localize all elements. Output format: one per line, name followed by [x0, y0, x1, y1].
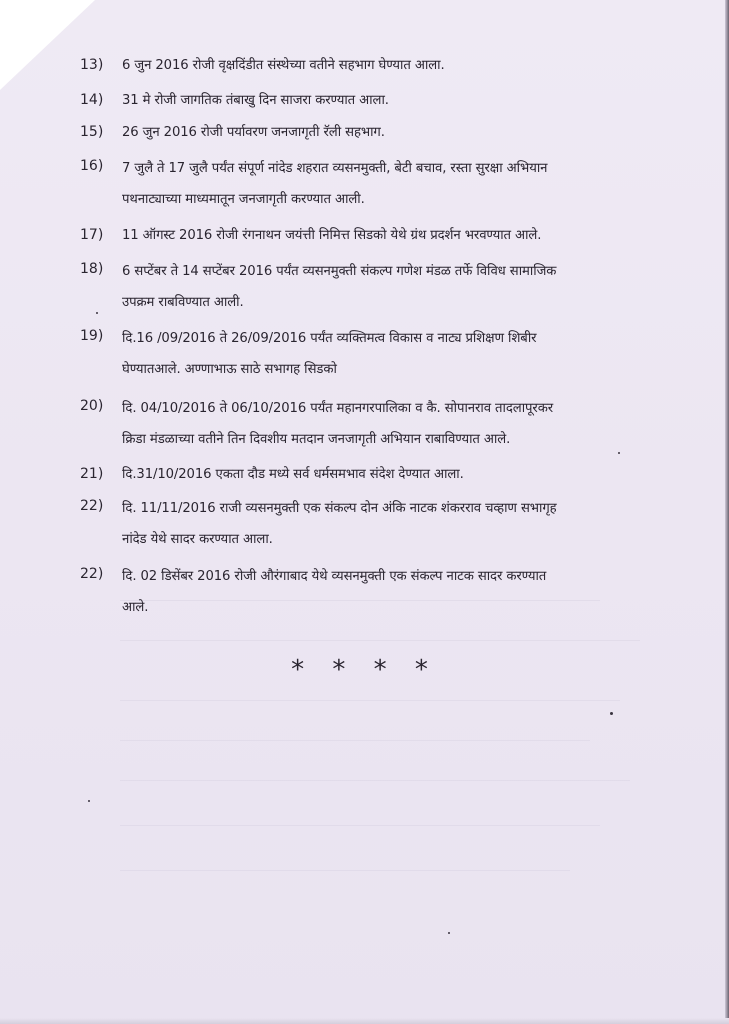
item-number: 22)	[80, 498, 104, 514]
item-number: 17)	[80, 227, 104, 243]
item-number: 20)	[80, 398, 104, 414]
item-number: 15)	[80, 124, 104, 140]
end-marker: * * * *	[291, 655, 438, 685]
item-number: 18)	[80, 261, 104, 277]
item-line: उपक्रम राबविण्यात आली.	[122, 295, 244, 310]
item-line: दि.16 /09/2016 ते 26/09/2016 पर्यंत व्यक्तिमत्व विकास व नाट्य प्रशिक्षण शिबीर	[122, 331, 537, 346]
item-line: 6 जुन 2016 रोजी वृक्षदिंडीत संस्थेच्या वतीने सहभाग घेण्यात आला.	[122, 58, 445, 73]
bleed-through-line	[120, 780, 630, 781]
bleed-through-line	[120, 740, 590, 741]
item-number: 13)	[80, 57, 104, 73]
item-line: 7 जुलै ते 17 जुलै पर्यंत संपूर्ण नांदेड शहरात व्यसनमुक्ती, बेटी बचाव, रस्ता सुरक्षा अभियान	[122, 161, 548, 176]
item-line: 6 सप्टेंबर ते 14 सप्टेंबर 2016 पर्यंत व्यसनमुक्ती संकल्प गणेश मंडळ तर्फे विविध सामाजिक	[122, 264, 557, 279]
item-number: 16)	[80, 158, 104, 174]
bleed-through-line	[120, 870, 570, 871]
bleed-through-line	[120, 700, 620, 701]
scan-speck	[618, 452, 620, 454]
item-line: दि. 04/10/2016 ते 06/10/2016 पर्यंत महानगरपालिका व कै. सोपानराव तादलापूरकर	[122, 401, 554, 416]
item-line: पथनाट्याच्या माध्यमातून जनजागृती करण्यात आली.	[122, 192, 365, 207]
item-line: घेण्यातआले. अण्णाभाऊ साठे सभागह सिडको	[122, 362, 337, 377]
item-line: 31 मे रोजी जागतिक तंबाखु दिन साजरा करण्यात आला.	[122, 93, 389, 108]
item-number: 21)	[80, 466, 104, 482]
item-line: 26 जुन 2016 रोजी पर्यावरण जनजागृती रॅली सहभाग.	[122, 125, 385, 140]
scan-speck	[448, 932, 450, 934]
page-right-edge	[725, 0, 729, 1024]
scan-speck	[96, 312, 98, 314]
page-bottom-edge	[0, 1018, 729, 1024]
scan-speck	[610, 712, 613, 715]
item-line: आले.	[122, 600, 149, 615]
item-number: 22)	[80, 566, 104, 582]
item-number: 19)	[80, 328, 104, 344]
bleed-through-line	[120, 640, 640, 641]
bleed-through-line	[120, 600, 600, 601]
item-number: 14)	[80, 92, 104, 108]
item-line: 11 ऑगस्ट 2016 रोजी रंगनाथन जयंत्ती निमित्त सिडको येथे ग्रंथ प्रदर्शन भरवण्यात आले.	[122, 228, 542, 243]
item-line: दि. 11/11/2016 राजी व्यसनमुक्ती एक संकल्प दोन अंकि नाटक शंकरराव चव्हाण सभागृह	[122, 501, 557, 516]
item-line: क्रिडा मंडळाच्या वतीने तिन दिवशीय मतदान जनजागृती अभियान राबाविण्यात आले.	[122, 432, 511, 447]
bleed-through-line	[120, 825, 600, 826]
item-line: नांदेड येथे सादर करण्यात आला.	[122, 532, 273, 547]
scan-speck	[88, 800, 90, 802]
item-line: दि.31/10/2016 एकता दौड मध्ये सर्व धर्मसमभाव संदेश देण्यात आला.	[122, 467, 464, 482]
item-line: दि. 02 डिसेंबर 2016 रोजी औरंगाबाद येथे व्यसनमुक्ती एक संकल्प नाटक सादर करण्यात	[122, 569, 547, 584]
